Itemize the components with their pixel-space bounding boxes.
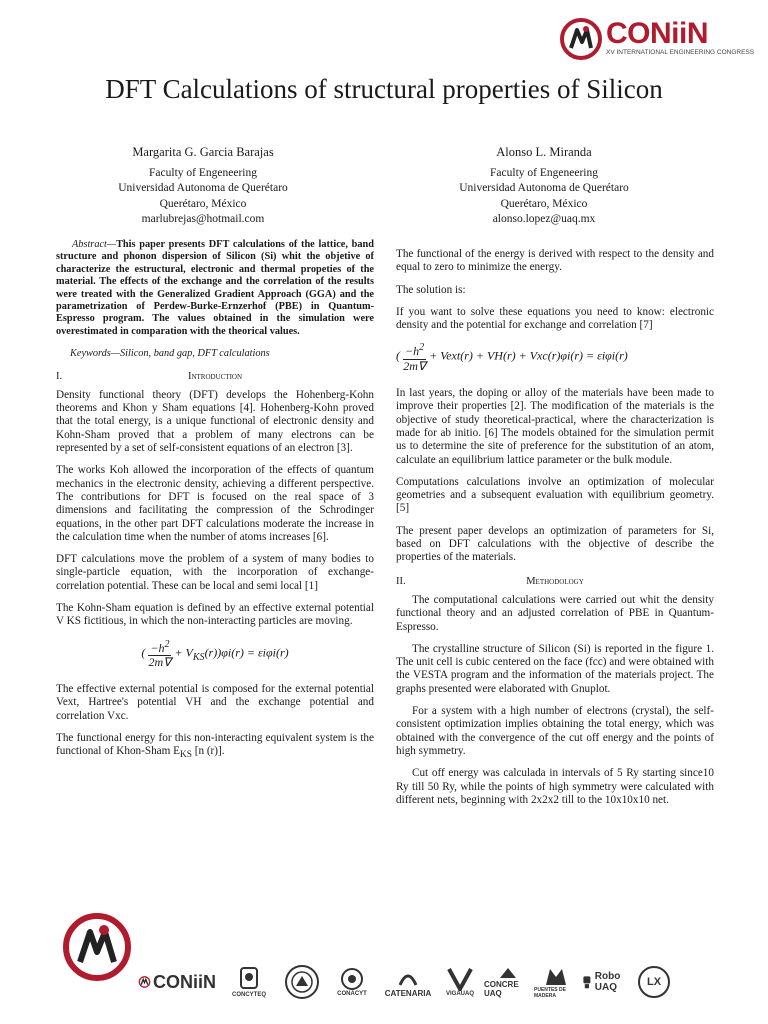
paragraph: The works Koh allowed the incorporation of the effects of quantum mechanics in the electronic density, achieving a different perspective. The contributions for DFT is focused on the real space of 3 dimensions and facilitating the compression of the Schrodinger equations, in the other part DFT calculations moderate the increase in the calculation time when the number of atoms increases [6]. xyxy=(56,464,374,543)
numerator: $-h^2$ xyxy=(150,638,170,655)
sponsor-logo-conacyt: CONACYT xyxy=(326,960,378,1004)
viga-icon xyxy=(447,967,473,991)
catenaria-icon xyxy=(397,967,419,989)
author-block-2 xyxy=(404,145,684,228)
sponsor-logo-concre-uaq: CONCRE UAQ xyxy=(484,960,532,1004)
abstract xyxy=(56,239,374,338)
fraction xyxy=(148,638,171,670)
coniin-small-icon xyxy=(138,972,151,992)
author-name: Margarita G. Garcia Barajas xyxy=(132,145,274,159)
author-name: Alonso L. Miranda xyxy=(496,145,592,159)
sponsor-logo-catenaria: CATENARIA xyxy=(380,960,436,1004)
paragraph: The effective external potential is composed for the external potential Vext, Hartree's potential VH and the exchange potential and correlation Vxc. xyxy=(56,683,374,722)
author-univ: Universidad Autonoma de Querétaro xyxy=(118,182,288,194)
fraction xyxy=(403,341,426,373)
author-email: alonso.lopez@uaq.mx xyxy=(492,213,596,225)
section-title: Methodology xyxy=(526,575,584,587)
section-number: I. xyxy=(56,370,63,382)
coniin-mark-icon xyxy=(560,18,602,60)
paragraph: The functional of the energy is derived with respect to the density and equal to zero to minimize the energy. xyxy=(396,248,714,274)
section-number: II. xyxy=(396,575,406,587)
paper-title: DFT Calculations of structural properties of Silicon xyxy=(105,74,663,104)
conacyt-icon xyxy=(338,967,366,991)
paragraph: The computational calculations were carried out whit the density functional theory and an adjusted correlation of PBE in Quantum-Espresso. xyxy=(396,593,714,633)
author-dept: Faculty of Engeneering xyxy=(490,166,598,179)
paragraph: The functional energy for this non-interacting equivalent system is the functional of Khon-Sham $E_{KS}$ [n (r)]. xyxy=(56,732,374,761)
paragraph: In last years, the doping or alloy of the materials have been made to improve their properties [2]. The modification of the materials is the objective of study theoretical-practical, where the characterization is made for ab initio. [6] The models obtained for the simulation permit us to determine the site of preference for the substitution of an atom, calculate an equilibrium lattice parameter or the bulk module. xyxy=(396,387,714,466)
author-univ: Universidad Autonoma de Querétaro xyxy=(459,182,629,194)
paragraph: The Kohn-Sham equation is defined by an effective external potential V KS fictitious, in which the non-interacting particles are moving. xyxy=(56,602,374,628)
paragraph: The present paper develops an optimization of parameters for Si, based on DFT calculations with the objective of describe the properties of the materials. xyxy=(396,524,714,564)
conference-logo xyxy=(560,18,760,62)
sponsor-logo-lx: LX xyxy=(634,960,674,1004)
author-city: Querétaro, México xyxy=(500,197,588,210)
denominator: 2m∇ xyxy=(148,654,172,669)
logo-name: CONiiN xyxy=(606,17,708,50)
abstract-text: This paper presents DFT calculations of the lattice, band structure and phonon dispersion of Silicon (Si) whit the objetive of characterize the estructural, electronic and thermal propeties of the material. The effects of the exchange and the correlation of the results were treated with the Generalized Gradient Approach (GGA) and the parametrization of Perdew-Burke-Ernzerhof (PBE) in Quantum-Espresso program. The values obtained in the simulation were overestimated in comparation with the theorical values. xyxy=(56,239,374,337)
numerator: $-h^2$ xyxy=(405,342,425,359)
section-title: Introduction xyxy=(187,370,243,382)
concre-icon xyxy=(498,966,518,980)
left-column xyxy=(56,239,374,772)
sponsor-logo-puentes: PUENTES DE MADERA xyxy=(534,960,578,1004)
paragraph: Density functional theory (DFT) develops the Hohenberg-Kohn theorems and Khon y Sham equations [4]. Hohenberg-Kohn proved that the total energy, is a unique functional of electronic density and Kohn-Sham proved that a problem of many electrons can be represented by a set of self-consistent equations of an electron [3]. xyxy=(56,388,374,455)
crest-icon xyxy=(238,966,260,992)
sponsor-logo-vigauaq: VIGAUAQ xyxy=(438,960,482,1004)
abstract-label: Abstract— xyxy=(72,239,117,250)
section-heading-methodology xyxy=(396,575,714,588)
sponsor-logo-concyteq: CONCYTEQ xyxy=(222,960,276,1004)
denominator: 2m∇ xyxy=(403,358,426,373)
coniin-footer-mark-icon xyxy=(62,912,132,982)
author-city: Querétaro, México xyxy=(159,197,247,210)
author-block-1 xyxy=(63,145,343,228)
sponsor-logo-seal xyxy=(282,960,322,1004)
keywords: Keywords—Silicon, band gap, DFT calculations xyxy=(70,348,270,360)
paragraph: The crystalline structure of Silicon (Si) is reported in the figure 1. The unit cell is cubic centered on the face (fcc) and were obtained with the VESTA program and the information of the materials project. The graphs presented were elaborated with Gnuplot. xyxy=(396,642,714,695)
sponsor-logo-robo-uaq: Robo UAQ xyxy=(582,960,630,1004)
paragraph: For a system with a high number of electrons (crystal), the self-consistent optimization implies obtaining the total energy, which was obtained with the convergence of the cut off energy and the points of high symmetry. xyxy=(396,705,714,757)
paragraph: Computations calculations involve an optimization of molecular geometries and a subsequent evaluation with equilibrium geometry. [5] xyxy=(396,475,714,515)
university-seal-icon xyxy=(284,964,320,1000)
equation-energy: ( $\frac{-h^2}{2m\nabla}$ + Vext(r) + VH(r) + Vxc(r)φi(r) = εiφi(r) xyxy=(396,342,628,373)
author-email: marlubrejas@hotmail.com xyxy=(141,213,265,225)
author-dept: Faculty of Engeneering xyxy=(149,166,257,179)
paragraph: DFT calculations move the problem of a system of many bodies to single-particle equation, with the incorporation of exchange-correlation potential. These can be local and semi local [1] xyxy=(56,553,374,592)
sponsor-logo-coniin: CONiiN xyxy=(138,960,216,1004)
paragraph: If you want to solve these equations you need to know: electronic density and the potential for exchange and correlation [7] xyxy=(396,305,714,332)
robot-icon xyxy=(582,972,592,992)
paragraph: Cut off energy was calculada in intervals of 5 Ry starting since10 Ry till 50 Ry, while the points of high symmetry were calculated with different nets, beginning with 2x2x2 till to the 10x10x10 net. xyxy=(396,767,714,806)
right-column xyxy=(396,248,714,816)
equation-kohn-sham: ( $\frac{-h^2}{2m\nabla}$ + $V_{KS}(r))\varphi i(r) = \varepsilon i\varphi i(r)$ xyxy=(141,638,289,669)
bridge-icon xyxy=(544,965,568,987)
paragraph: The solution is: xyxy=(396,283,466,296)
section-heading-introduction xyxy=(56,370,374,383)
logo-subtitle: XV INTERNATIONAL ENGINEERING CONGRESS xyxy=(606,49,755,56)
